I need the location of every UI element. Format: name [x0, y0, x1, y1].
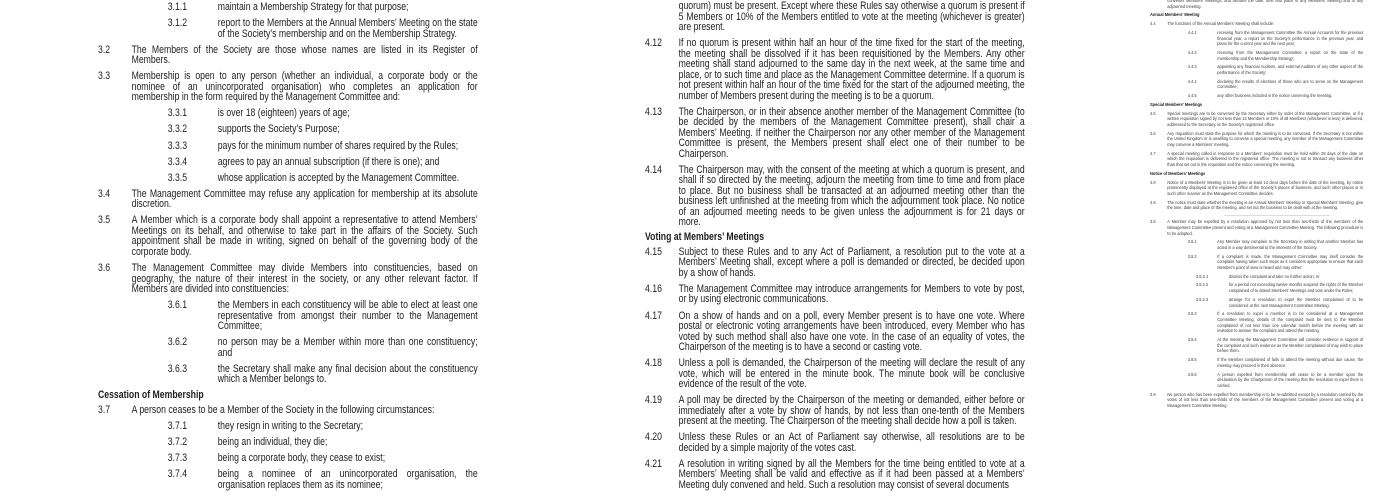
clause-text: The Management Committee may divide Members into constituencies, based on geography, the nature of their interest in the society, or any other relevant factor. If Members are divided into constituencies:: [131, 262, 478, 296]
clause-number: 4.12: [645, 37, 662, 50]
clause-text: The notice must state whether the meeting is an Annual Members’ Meeting or Special Members’ Meeting, give the time, date and place of the meeting, and set out the business to be dealt with at the meeting.: [1167, 200, 1364, 212]
clause-clause: [98, 263, 478, 295]
clause-number: 4.17: [645, 309, 662, 322]
clause-clause: [98, 405, 478, 416]
clause-sub: [98, 469, 478, 490]
clause-number: 4.4.3: [1187, 65, 1197, 71]
clause-number: 3.6.1: [167, 299, 188, 312]
clause-number: 4.19: [645, 394, 662, 407]
clause-text: maintain a Membership Strategy for that purpose;: [217, 1, 409, 13]
clause-clause: [645, 311, 1025, 353]
clause-number: 4.9: [1150, 200, 1156, 206]
section-heading: Voting at Members’ Meetings: [645, 231, 765, 244]
clause-number: 4.15: [645, 245, 662, 258]
clause-sub: [1150, 338, 1363, 355]
clause-text: dismiss the complaint and take no further action; or: [1228, 274, 1320, 280]
clause-text: Notice of a Members’ Meeting is to be given at least 14 clear days before the date of the meeting, by notice prominently displayed at the registered office of the Society’s places of business, and such other places or in such other manner as the Management Committee decides.: [1167, 180, 1364, 197]
divider: [1224, 215, 1331, 216]
clause-number: 4.6: [1150, 131, 1156, 137]
clause-sub: [1150, 65, 1363, 76]
clause-text: A special meeting called in response to a Members’ requisition must be held within 28 days of the date on which the requisition is delivered to the registered office. The meeting is not to transact any business other than that set out in the requisition and the notice convening the meeting.: [1167, 151, 1364, 169]
clause-text: Any requisition must state the purpose for which the meeting is to be convened. If the Secretary is not within the United Kingdom or is unwilling to convene a special meeting, any member of the Management Committee may convene a Members’ meeting.: [1167, 131, 1364, 149]
clause-clause: [98, 71, 478, 103]
clause-number: 3.7.4: [167, 468, 188, 481]
clause-text: being a corporate body, they cease to exist;: [217, 452, 386, 465]
clause-clause: [645, 165, 1025, 228]
clause-text: being an individual, they die;: [217, 436, 328, 449]
clause-sub: [1150, 373, 1363, 390]
clause-subsub: [1150, 275, 1363, 281]
clause-text: If the Member complained of fails to attend the meeting without due cause, the meeting may proceed in their absence.: [1217, 358, 1364, 369]
clause-text: If no quorum is present within half an hour of the time fixed for the start of the meeting, the meeting shall be dissolved if it has been requisitioned by the Members. Any other meeting shall stand adjourned to the same day in the next week, at the same time and place, or to such time and place as the Management Committee determine. If a quorum is not present within half an hour of the time fixed for the start of the adjourned meeting, the number of Members present during the meeting is to be a quorum.: [678, 37, 1025, 102]
clause-number: 3.8: [1150, 220, 1156, 226]
clause-text: At the meeting the Management Committee will consider evidence in support of the complaint and such evidence as the Member complained of may wish to place before them.: [1217, 338, 1364, 355]
section-heading: Special Members’ Meetings: [1150, 102, 1203, 108]
document-column-middle: [645, 1, 1025, 496]
clause-number: 4.13: [645, 105, 662, 118]
clause-subsub: [1150, 283, 1363, 294]
clause-number: 3.8.2.3: [1195, 297, 1209, 303]
clause-clause: [645, 284, 1025, 305]
clause-text: A Member which is a corporate body shall appoint a representative to attend Members’ Meetings on its behalf, and otherwise to take part in the affairs of the Society. Such appointment shall be made in writing, signed on behalf of the governing body of the corporate body.: [131, 214, 478, 258]
clause-text: report to the Members at the Annual Members’ Meeting on the state of the Society’s membership and on the Membership Strategy.: [217, 17, 478, 40]
clause-text: receiving from the Management Committee the Annual Accounts for the previous financial year, a report on the Society’s performance in the previous year, and plans for the current year and the next year;: [1217, 30, 1364, 48]
clause-text: The Management Committee may refuse any application for membership at its absolute discretion.: [131, 187, 478, 211]
clause-clause: [1150, 132, 1363, 149]
clause-text: being a nominee of an unincorporated organisation, the organisation replaces them as its nominee;: [217, 468, 478, 491]
clause-text: Unless a poll is demanded, the Chairperson of the meeting will declare the result of any vote, which will be entered in the minute book. The minute book will be conclusive evidence of the result of the vote.: [678, 357, 1025, 391]
clause-text: Special meetings are to be convened by the Secretary either by order of the Management Committee, or if a written requisition signed by not less than 12 Members or 10% of all Members (whichever is less) is delivered, addressed to the Secretary, at the Society’s registered office.: [1167, 111, 1364, 128]
clause-text: appointing any financial Auditors, and external Auditors of any other aspect of the performance of the Society;: [1217, 65, 1364, 77]
clause-number: 3.1.2: [167, 17, 188, 30]
clause-sub: [98, 300, 478, 332]
clause-sub: [98, 157, 478, 168]
document-column-left: [98, 2, 478, 496]
clause-number: 4.4.4: [1187, 79, 1197, 85]
clause-clause: [1150, 201, 1363, 212]
clause-number: 3.3.4: [167, 155, 188, 168]
clause-text: On a show of hands and on a poll, every Member present is to have one vote. Where postal or electronic voting arrangements have been introduced, every Member who has voted by such method shall also have one vote. In the case of an equality of votes, the Chairperson of the meeting is to have a second or casting vote.: [678, 309, 1025, 354]
clause-clause: [645, 358, 1025, 390]
clause-text: Membership is open to any person (whether an individual, a corporate body or the nominee of an unincorporated organisation) who completes an application for membership in the form required by the Management Committee and:: [131, 70, 478, 104]
document-column-right-thumbnail: [1150, 0, 1363, 413]
clause-text: A person ceases to be a Member of the Society in the following circumstances:: [131, 403, 435, 416]
clause-clause: [98, 189, 478, 210]
clause-text: A Member may be expelled by a resolution approved by not less than two-thirds of the members of the Management Committee present and voting at a Management Committee Meeting. The following procedure is to be adopted.: [1167, 220, 1364, 237]
section-heading: Cessation of Membership: [98, 389, 204, 402]
clause-sub: [98, 124, 478, 135]
clause-text: If a complaint is made, the Management Committee may itself consider the complaint having taken such steps as it considers appropriate to ensure that each Member’s point of view is heard and may either:: [1217, 254, 1364, 272]
clause-number: 3.8.5: [1187, 358, 1197, 364]
clause-number: 3.9: [1150, 392, 1156, 398]
clause-number: 3.4: [98, 187, 111, 200]
clause-sub: [98, 364, 478, 385]
clause-text: arrange for a resolution to expel the Member complained of to be considered at the next Management Committee Meeting.: [1228, 297, 1364, 309]
clause-text: A person expelled from membership will cease to be a member upon the declaration by the Chairperson of the meeting that the resolution to expel them is carried.: [1217, 372, 1364, 389]
clause-sub: [1150, 80, 1363, 91]
clause-number: 3.6.3: [167, 362, 188, 375]
clause-text: The Management Committee may introduce arrangements for Members to vote by post, or by using electronic communications.: [678, 282, 1025, 306]
clause-clause: [1150, 181, 1363, 198]
clause-clause: [1150, 22, 1363, 28]
clause-sub: [1150, 51, 1363, 62]
clause-sub: [98, 421, 478, 432]
clause-text: Unless these Rules or an Act of Parliament say otherwise, all resolutions are to be decided by a simple majority of the votes cast.: [678, 431, 1025, 454]
clause-number: 3.8.1: [1187, 240, 1197, 246]
clause-text: The Members of the Society are those whose names are listed in its Register of Members.: [131, 43, 478, 67]
clause-number: 4.20: [645, 431, 662, 444]
clause-text: pays for the minimum number of shares required by the Rules;: [217, 139, 459, 152]
clause-text: A poll may be directed by the Chairperson of the meeting or demanded, either before or immediately after a vote by show of hands, by not less than one-tenth of the Members present at the meeting. The Chairperson of the meeting shall decide how a poll is taken.: [678, 394, 1025, 428]
clause-text: Any Member may complain to the Secretary in writing that another Member has acted in a way detrimental to the interests of the Society.: [1217, 240, 1364, 251]
section-heading: Annual Members’ Meeting: [1150, 13, 1200, 19]
clause-number: 3.3.2: [167, 123, 188, 136]
clause-text: The Chairperson may, with the consent of the meeting at which a quorum is present, and shall if so directed by the meeting, adjourn the meeting from time to time and from place to place. But no business shall be transacted at an adjourned meeting other than the business left unfinished at the meeting from which the adjournment took place. No notice of an adjourned meeting needs to be given unless the adjournment is for 21 days or more.: [678, 163, 1025, 229]
clause-number: 3.7.1: [167, 420, 188, 432]
clause-subsub: [1150, 298, 1363, 309]
clause-number: 4.4.2: [1187, 50, 1197, 56]
clause-clause: [645, 107, 1025, 160]
clause-number: 3.8.2.2: [1195, 283, 1209, 289]
clause-number: 3.3: [98, 70, 111, 83]
clause-clause: [98, 45, 478, 66]
clause-clause: [98, 215, 478, 257]
clause-number: 3.6.2: [167, 336, 188, 349]
clause-text: The functions of the Annual Members’ Meeting shall include:: [1167, 22, 1275, 28]
clause-number: 3.7: [98, 403, 111, 416]
clause-text: agrees to pay an annual subscription (if there is one); and: [217, 155, 440, 168]
clause-text: No person who has been expelled from membership is to be re-admitted except by a resolution carried by the votes of not less than two-thirds of the members of the Management Committee present and voting at a Management Committee Meeting.: [1167, 392, 1364, 410]
clause-number: 3.8.6: [1187, 372, 1197, 378]
clause-continuation: [645, 1, 1025, 33]
clause-sub: [98, 18, 478, 39]
clause-text: declaring the results of elections of those who are to serve on the Management Committee;: [1217, 79, 1364, 91]
clause-sub: [98, 453, 478, 464]
clause-number: 3.8.2.1: [1195, 274, 1209, 280]
clause-number: 4.8: [1150, 180, 1156, 186]
clause-sub: [1150, 358, 1363, 369]
clause-number: 3.1.1: [167, 1, 188, 13]
clause-number: 3.8.4: [1187, 338, 1197, 344]
clause-number: 4.21: [645, 457, 662, 470]
clause-number: 4.5: [1150, 111, 1156, 117]
clause-number: 4.16: [645, 282, 662, 295]
clause-number: 4.18: [645, 357, 662, 370]
clause-sub: [98, 437, 478, 448]
clause-clause: [1150, 220, 1363, 237]
clause-clause: [1150, 152, 1363, 169]
clause-sub: [98, 173, 478, 184]
clause-clause: [645, 459, 1025, 491]
clause-number: 3.2: [98, 43, 111, 56]
clause-text: If a resolution to expel a member is to be considered at a Management Committee Meeting, details of the complaint must be sent to the Member complained of not less than one calendar month before the meeting with an invitation to answer the complaint and attend the meeting.: [1217, 312, 1364, 335]
clause-sub: [1150, 312, 1363, 335]
clause-clause: [645, 432, 1025, 453]
clause-number: 4.4.1: [1187, 30, 1197, 36]
clause-clause: [645, 38, 1025, 101]
clause-text: for a period not exceeding twelve months suspend the rights of the Member complained of to attend Members’ Meetings and vote under the Rules;: [1228, 283, 1364, 295]
clause-continuation: [1150, 0, 1363, 10]
clause-clause: [645, 247, 1025, 279]
clause-text: Subject to these Rules and to any Act of Parliament, a resolution put to the vote at a Members’ Meeting shall, except where a poll is demanded or directed, be decided upon by a show of hands.: [678, 245, 1025, 279]
clause-text: the Secretary shall make any final decision about the constituency which a Member belongs to.: [217, 362, 478, 386]
section-heading: Notice of Members’ Meetings: [1150, 171, 1206, 177]
clause-text: A resolution in writing signed by all the Members for the time being entitled to vote at a Members’ Meeting shall be valid and effective as if it had been passed at a Members’ Meeting duly convened and held. Such a resolution may consist of several documents: [678, 457, 1025, 491]
clause-number: 3.7.2: [167, 436, 188, 449]
clause-sub: [98, 2, 478, 13]
clause-number: 3.3.5: [167, 171, 188, 184]
clause-clause: [645, 395, 1025, 427]
clause-clause: [1150, 393, 1363, 410]
clause-number: 3.8.3: [1187, 312, 1197, 318]
clause-text: no person may be a Member within more than one constituency; and: [217, 336, 478, 359]
clause-number: 3.8.2: [1187, 254, 1197, 260]
clause-number: 3.3.3: [167, 139, 188, 152]
clause-text: receiving from the Management Committee a report on the state of the membership and the Membership Strategy;: [1217, 50, 1364, 62]
clause-clause: [1150, 112, 1363, 129]
clause-sub: [98, 337, 478, 358]
clause-text: quorum) must be present. Except where these Rules say otherwise a quorum is present if 5 Members or 10% of the Members entitled to vote at the meeting (whichever is greater) are present.: [678, 0, 1025, 33]
clause-text: the Members in each constituency will be able to elect at least one representative from amongst their number to the Management Committee;: [217, 299, 478, 333]
clause-number: 3.6: [98, 262, 111, 275]
clause-sub: [1150, 94, 1363, 100]
clause-text: is over 18 (eighteen) years of age;: [217, 107, 350, 120]
clause-number: 4.4.5: [1187, 94, 1197, 100]
clause-number: 4.14: [645, 163, 662, 176]
clause-text: convenes Members’ Meetings, and decides the date, time and place of any Members’ Meeting and of any adjourned meeting.: [1167, 0, 1364, 10]
clause-sub: [1150, 31, 1363, 48]
clause-sub: [1150, 255, 1363, 272]
clause-text: The Chairperson, or in their absence another member of the Management Committee (to be decided by the members of the Management Committee present), shall chair a Members’ Meeting. If neither the Chairperson nor any other member of the Management Committee is present, the Members present shall elect one of their number to be Chairperson.: [678, 105, 1025, 160]
clause-text: whose application is accepted by the Management Committee.: [217, 171, 460, 184]
clause-number: 4.7: [1150, 151, 1156, 157]
clause-text: they resign in writing to the Secretary;: [217, 420, 364, 432]
clause-text: supports the Society’s Purpose;: [217, 123, 340, 136]
clause-sub: [98, 141, 478, 152]
clause-number: 3.3.1: [167, 107, 188, 120]
clause-number: 3.5: [98, 214, 111, 227]
clause-number: 3.7.3: [167, 452, 188, 465]
clause-number: 4.4: [1150, 22, 1156, 28]
clause-sub: [1150, 240, 1363, 251]
clause-text: any other business included in the notice convening the meeting.: [1217, 94, 1333, 100]
clause-sub: [98, 108, 478, 119]
